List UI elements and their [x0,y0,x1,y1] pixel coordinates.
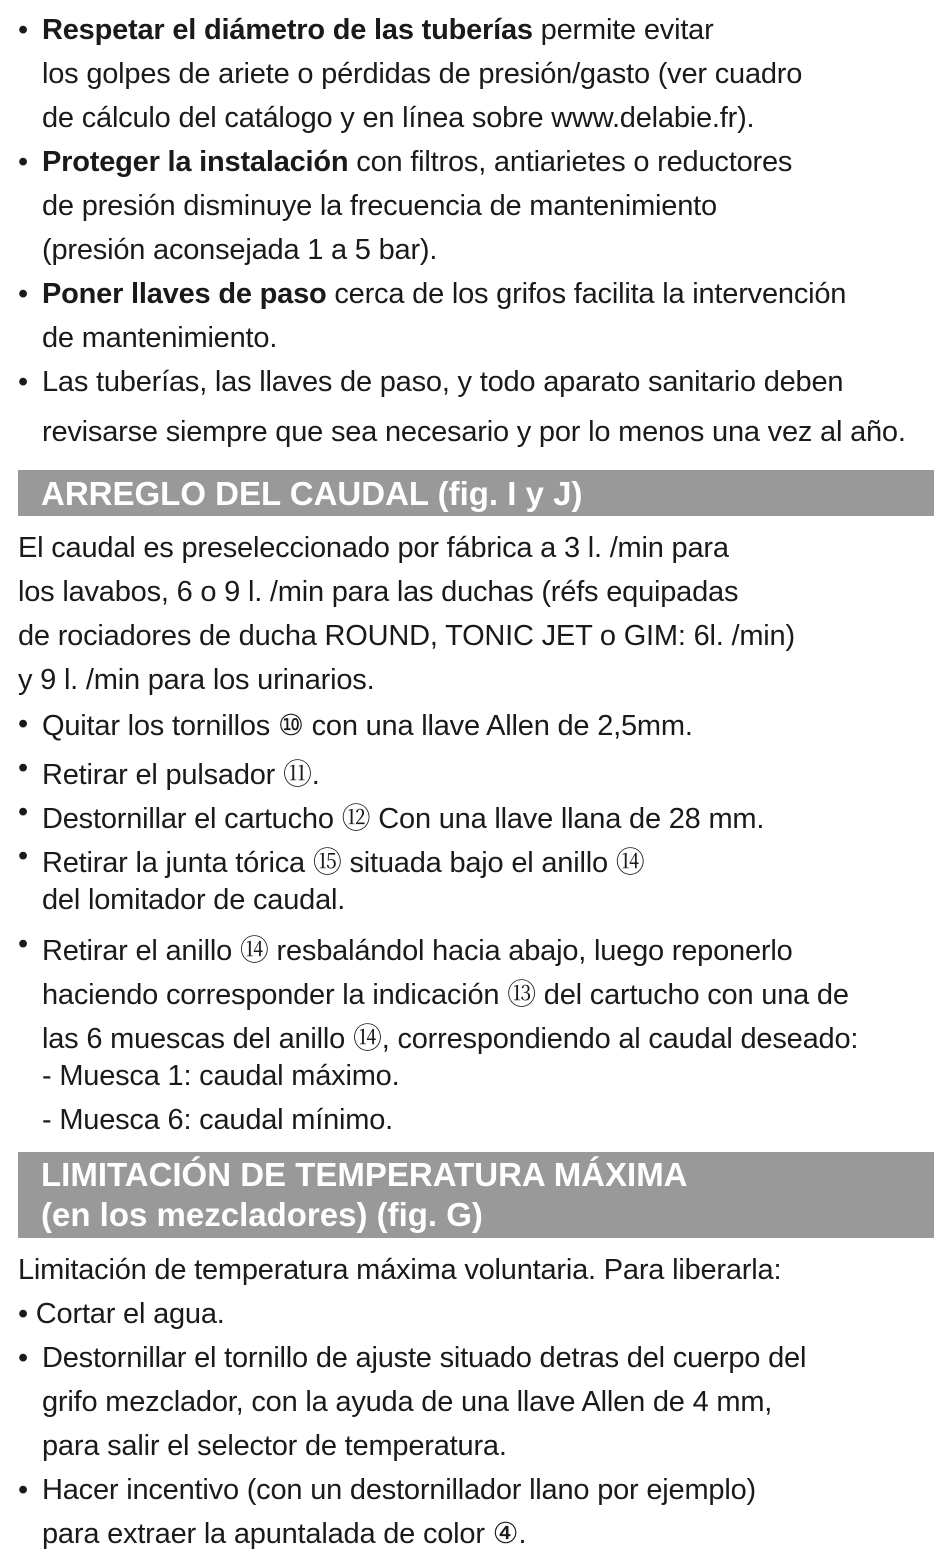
paragraph-line: del lomitador de caudal. [42,884,346,916]
paragraph-line: Retirar el anillo ⑭ resbalándol hacia abajo, luego reponerlo [42,935,793,967]
paragraph-line: Limitación de temperatura máxima voluntaria. Para liberarla: [18,1254,782,1286]
paragraph-line: las 6 muescas del anillo ⑭, correspondiendo al caudal deseado: [42,1023,859,1055]
section-header-caudal [18,470,934,516]
paragraph-line: para salir el selector de temperatura. [42,1430,507,1462]
paragraph-line: (presión aconsejada 1 a 5 bar). [42,234,438,266]
bold-lead: Poner llaves de paso [42,278,327,310]
bullet: • [18,840,28,872]
bullet: • [18,278,28,310]
paragraph-line: revisarse siempre que sea necesario y por lo menos una vez al año. [42,416,906,448]
section-title-line: LIMITACIÓN DE TEMPERATURA MÁXIMA [41,1156,688,1193]
bullet: • [18,928,28,960]
paragraph-line: de cálculo del catálogo y en línea sobre www.delabie.fr). [42,102,755,134]
bullet: • [18,146,28,178]
paragraph-line [42,146,792,179]
paragraph-line [42,278,846,311]
text-run: cerca de los grifos facilita la intervención [326,278,847,310]
paragraph-line: de mantenimiento. [42,322,278,354]
paragraph-line: Destornillar el cartucho ⑫ Con una llave llana de 28 mm. [42,803,765,835]
paragraph-line: Retirar la junta tórica ⑮ situada bajo el anillo ⑭ [42,847,645,879]
paragraph-line: • Cortar el agua. [18,1298,225,1330]
section-title: ARREGLO DEL CAUDAL (fig. I y J) [41,475,583,512]
paragraph-line: haciendo corresponder la indicación ⑬ del cartucho con una de [42,979,849,1011]
section-title-line: (en los mezcladores) (fig. G) [41,1196,483,1233]
text-run: permite evitar [532,14,714,46]
paragraph-line: para extraer la apuntalada de color ④. [42,1518,527,1550]
bullet: • [18,14,28,46]
bullet: • [18,366,28,398]
bullet: • [18,1474,28,1506]
paragraph-line: de presión disminuye la frecuencia de mantenimiento [42,190,717,222]
bold-lead: Proteger la instalación [42,146,349,178]
paragraph-line: grifo mezclador, con la ayuda de una llave Allen de 4 mm, [42,1386,773,1418]
paragraph-line: - Muesca 1: caudal máximo. [42,1060,400,1092]
paragraph-line: - Muesca 6: caudal mínimo. [42,1104,393,1136]
bullet: • [18,1342,28,1374]
bullet: • [18,796,28,828]
paragraph-line: de rociadores de ducha ROUND, TONIC JET o GIM: 6l. /min) [18,620,795,652]
section-header-temperatura [18,1152,934,1238]
paragraph-line: Retirar el pulsador ⑪. [42,759,320,791]
paragraph-line [42,14,714,47]
paragraph-line: El caudal es preseleccionado por fábrica a 3 l. /min para [18,532,729,564]
paragraph-line: los golpes de ariete o pérdidas de presión/gasto (ver cuadro [42,58,803,90]
text-run: con filtros, antiarietes o reductores [348,146,793,178]
paragraph-line: Quitar los tornillos ⑩ con una llave Allen de 2,5mm. [42,710,693,742]
paragraph-line: Las tuberías, las llaves de paso, y todo aparato sanitario deben [42,366,844,398]
paragraph-line: Destornillar el tornillo de ajuste situado detras del cuerpo del [42,1342,807,1374]
paragraph-line: Hacer incentivo (con un destornillador llano por ejemplo) [42,1474,756,1506]
bold-lead: Respetar el diámetro de las tuberías [42,14,533,46]
paragraph-line: y 9 l. /min para los urinarios. [18,664,375,696]
paragraph-line: los lavabos, 6 o 9 l. /min para las duchas (réfs equipadas [18,576,739,608]
bullet: • [18,752,28,784]
bullet: • [18,708,28,740]
